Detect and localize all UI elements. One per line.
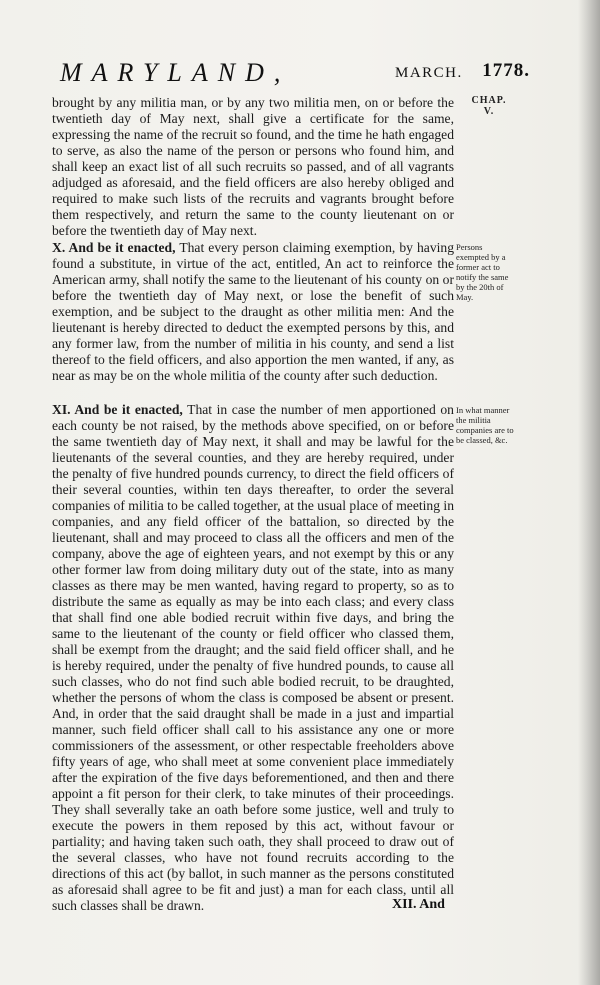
running-header bbox=[60, 58, 530, 90]
chapter-number: V. bbox=[483, 106, 495, 117]
catchword: XII. And bbox=[392, 897, 445, 912]
header-year: 1778. bbox=[482, 60, 530, 81]
margin-note-exemption: Persons exempted by a former act to notify the same by the 20th of May. bbox=[456, 242, 509, 302]
chapter-label: CHAP. bbox=[471, 95, 507, 106]
section-lead: XI. And be it enacted, bbox=[52, 402, 183, 417]
header-state: MARYLAND, bbox=[60, 58, 291, 87]
page-gutter-shadow bbox=[578, 0, 600, 985]
section-xi bbox=[52, 402, 454, 914]
chapter-marker bbox=[464, 95, 514, 117]
section-body: That in case the number of men apportioned on each county be not raised, by the methods above specified, on or before the same twentieth day of May next, it shall and may be lawful for the lieutenants of the several counties, and they are hereby required, under the penalty of five hundred pounds currency, to direct the field officers of their several counties, within ten days thereafter, to order the several companies of militia to be called together, at the usual place of meeting in companies, and any field officer of the battalion, so directed by the lieutenant, shall and may proceed to class all the officers and men of the company, above the age of eighteen years, and not exempt by this or any other former law from doing military duty out of the state, into as many classes as there may be men wanted, having regard to property, so as to distribute the same as equally as may be into each class; and every class that shall find one able bodied recruit within five days, and bring the same to the lieutenant of the county or field officer who classed them, shall be exempt from the draught; and the said field officer shall, and he is hereby required, under the penalty of five hundred pounds, to cause all such classes, who do not find such able bodied recruit, to be draughted, whether the persons of whom the class is composed be absent or present. And, in order that the said draught shall be made in a just and impartial manner, such field officer shall call to his assistance any one or more commissioners of the assessment, or other respectable freeholders above fifty years of age, who shall meet at some convenient place immediately after the expiration of the five days beforementioned, and then and there appoint a fit person for their clerk, to take minutes of their proceedings. They shall severally take an oath before some justice, well and truly to execute the powers in them reposed by this act, without favour or partiality; and having taken such oath, they shall proceed to draw out of the several classes, who have not found recruits according to the directions of this act (by ballot, in such manner as the persons constituted as aforesaid shall agree to be fit and just) a man for each class, until all such classes shall be drawn. bbox=[52, 402, 454, 913]
section-x bbox=[52, 240, 454, 384]
paragraph-text bbox=[52, 402, 454, 914]
header-month: MARCH. bbox=[395, 65, 463, 81]
section-body: That every person claiming exemption, by having found a substitute, in virtue of the act, entitled, An act to reinforce the American army, shall notify the same to the lieutenant of his county on or before the twentieth day of May next, or lose the benefit of such exemption, and be subject to the draught as other militia men: And the lieutenant is hereby directed to deduct the exempted persons by this, and any former law, from the number of militia in his county, and send a list thereof to the field officers, and also apportion the men wanted, if any, as near as may be on the whole militia of the county after such deduction. bbox=[52, 240, 454, 383]
paragraph-continuation bbox=[52, 95, 454, 239]
paragraph-text: brought by any militia man, or by any two militia men, on or before the twentieth day of May next, shall give a certificate for the same, expressing the name of the recruit so found, and the time he hath engaged to serve, as also the name of the person or persons who found him, and shall keep an exact list of all such recruits so passed, and of all vagrants adjudged as aforesaid, and the field officers are also hereby obliged and required to make such lists of the recruits and vagrants brought before them respectively, and return the same to the county lieutenant on or before the twentieth day of May next. bbox=[52, 95, 454, 238]
section-lead: X. And be it enacted, bbox=[52, 240, 176, 255]
margin-note-classing: In what manner the militia companies are to be classed, &c. bbox=[456, 405, 514, 445]
paragraph-text bbox=[52, 240, 454, 384]
